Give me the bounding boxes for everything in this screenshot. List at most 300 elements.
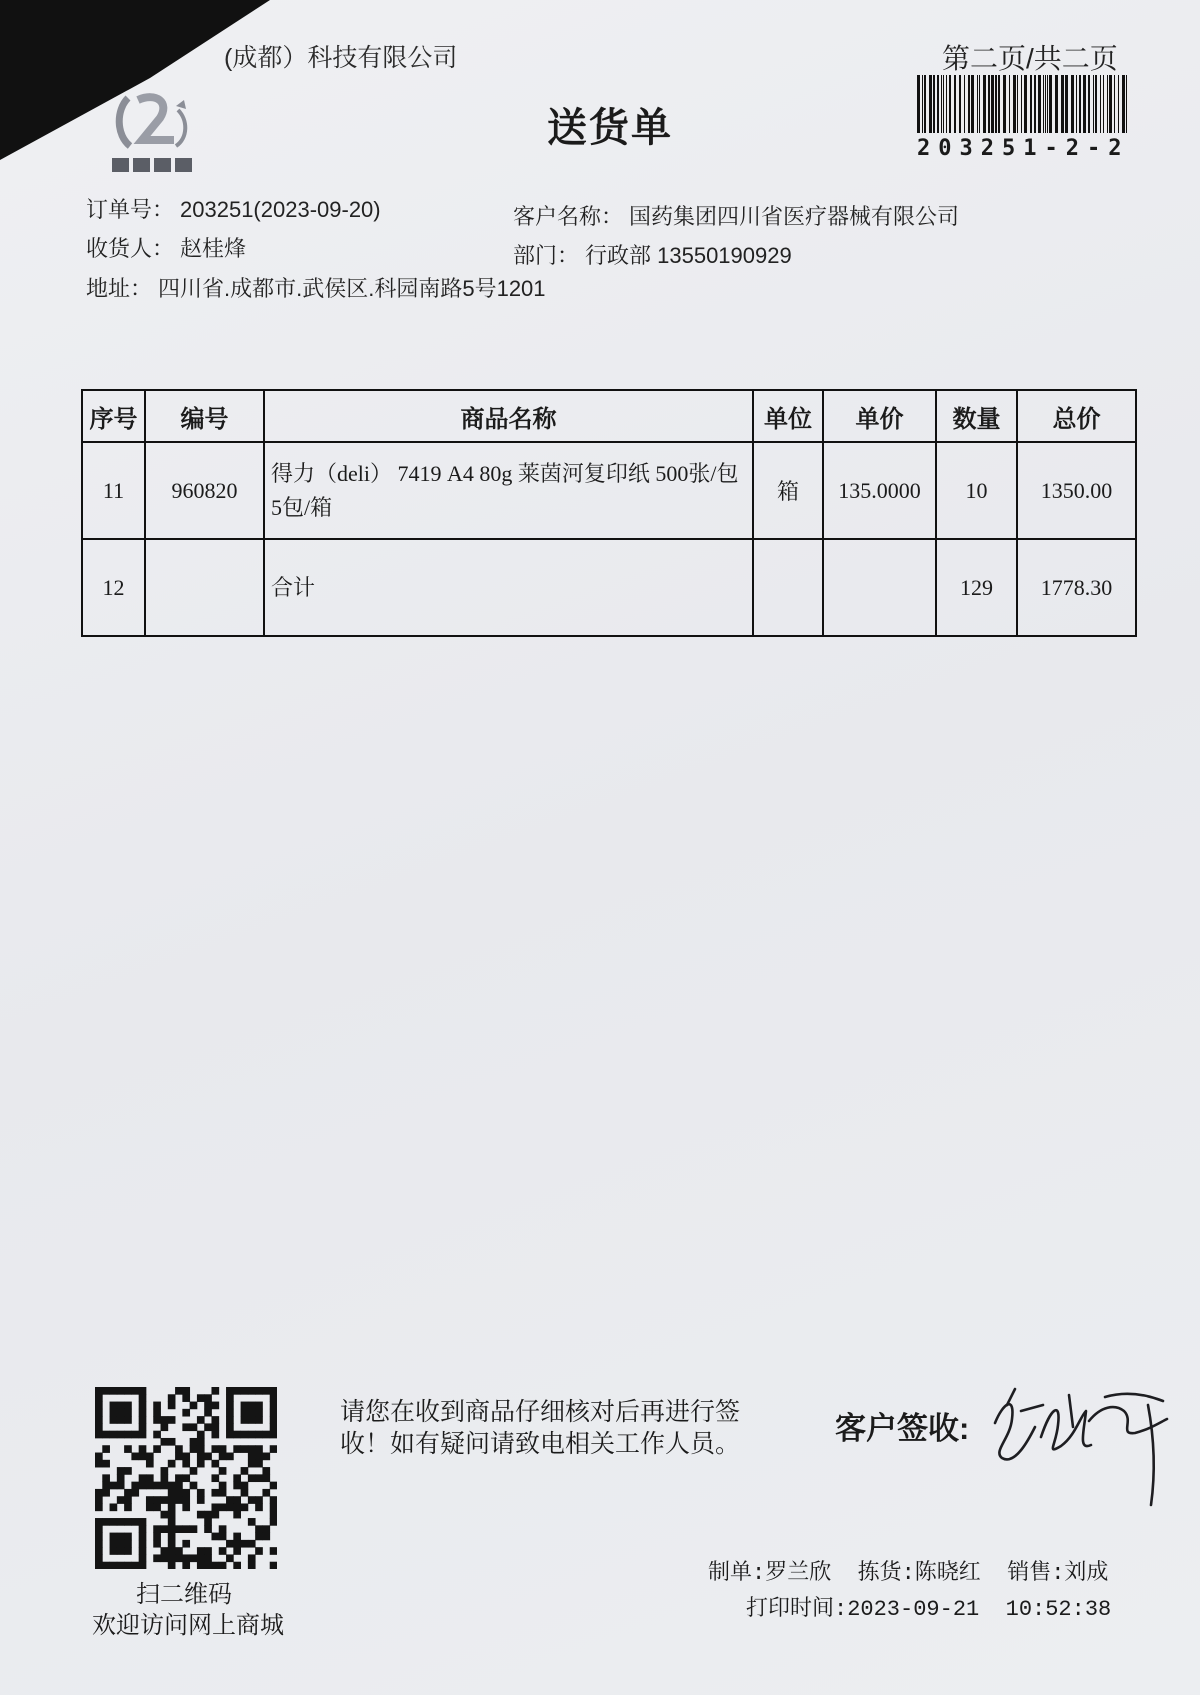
qr-module [168, 1540, 176, 1548]
qr-module [262, 1525, 270, 1533]
qr-module [241, 1402, 249, 1410]
qr-module [233, 1431, 241, 1439]
qr-module [161, 1554, 169, 1562]
qr-module [270, 1562, 277, 1569]
qr-module [241, 1482, 249, 1490]
qr-module [110, 1540, 118, 1548]
qr-module [139, 1474, 147, 1482]
qr-module [168, 1460, 176, 1468]
barcode-bar [946, 75, 947, 133]
barcode-bar [1003, 75, 1006, 133]
qr-module [262, 1431, 270, 1439]
qr-module [248, 1431, 256, 1439]
barcode-bar [1055, 75, 1058, 133]
qr-module [219, 1467, 227, 1475]
qr-module [211, 1460, 219, 1468]
cell-quantity: 10 [936, 442, 1017, 539]
address-value: 四川省.成都市.武侯区.科园南路5号1201 [158, 276, 546, 301]
qr-module [248, 1554, 256, 1562]
barcode-bar [1083, 75, 1086, 133]
qr-module [168, 1438, 176, 1446]
signature-stroke [1105, 1394, 1163, 1401]
qr-module [226, 1496, 234, 1504]
qr-module [211, 1533, 219, 1541]
customer-sign-label: 客户签收: [835, 1411, 970, 1446]
qr-module [270, 1416, 277, 1424]
qr-module [182, 1387, 190, 1395]
barcode-bar [1103, 75, 1104, 133]
qr-module [226, 1431, 234, 1439]
qr-module [153, 1503, 161, 1511]
qr-module [248, 1496, 256, 1504]
qr-module [139, 1409, 147, 1417]
qr-module [204, 1511, 212, 1519]
qr-module [197, 1554, 205, 1562]
header-code: 编号 [145, 390, 264, 442]
qr-caption-scan: 扫二维码 [136, 1582, 232, 1608]
qr-module [197, 1445, 205, 1453]
qr-module [139, 1482, 147, 1490]
address-label: 地址： [86, 276, 153, 301]
qr-module [255, 1503, 263, 1511]
cell-seq: 12 [82, 539, 145, 636]
qr-module [197, 1438, 205, 1446]
qr-module [102, 1431, 110, 1439]
qr-module [262, 1453, 270, 1461]
qr-module [139, 1554, 147, 1562]
qr-module [168, 1554, 176, 1562]
cell-seq: 11 [82, 442, 145, 539]
qr-module [248, 1387, 256, 1395]
qr-module [219, 1503, 227, 1511]
barcode-bar [954, 75, 956, 133]
qr-module [95, 1489, 103, 1497]
qr-module [139, 1547, 147, 1555]
qr-module [204, 1547, 212, 1555]
barcode-bar [1009, 75, 1010, 133]
qr-module [248, 1445, 256, 1453]
qr-module [226, 1409, 234, 1417]
qr-module [255, 1496, 263, 1504]
qr-module [226, 1416, 234, 1424]
qr-module [153, 1416, 161, 1424]
barcode-bar [1030, 75, 1032, 133]
qr-module [226, 1387, 234, 1395]
qr-module [262, 1387, 270, 1395]
qr-module [255, 1387, 263, 1395]
barcode-bar [1100, 75, 1101, 133]
barcode-bar [979, 75, 980, 133]
qr-module [226, 1503, 234, 1511]
qr-module [255, 1547, 263, 1555]
qr-module [197, 1394, 205, 1402]
signature-stroke [1007, 1389, 1015, 1405]
qr-module [153, 1402, 161, 1410]
qr-module [226, 1540, 234, 1548]
qr-module [95, 1416, 103, 1424]
qr-module [255, 1474, 263, 1482]
qr-module [182, 1562, 190, 1569]
qr-module [124, 1533, 132, 1541]
qr-module [175, 1453, 183, 1461]
barcode-bar [1114, 75, 1115, 133]
qr-module [124, 1496, 132, 1504]
qr-module [131, 1387, 139, 1395]
qr-module [197, 1489, 205, 1497]
qr-caption-mall: 欢迎访问网上商城 [92, 1613, 284, 1639]
barcode-bar [922, 75, 923, 133]
cell-code: 960820 [145, 442, 264, 539]
qr-module [102, 1474, 110, 1482]
qr-module [241, 1387, 249, 1395]
qr-module [102, 1518, 110, 1526]
signature-stroke [995, 1404, 1035, 1459]
qr-module [190, 1467, 198, 1475]
qr-module [197, 1416, 205, 1424]
qr-module [124, 1540, 132, 1548]
qr-module [204, 1423, 212, 1431]
qr-module [211, 1423, 219, 1431]
qr-module [146, 1496, 154, 1504]
qr-module [95, 1562, 103, 1569]
qr-module [248, 1402, 256, 1410]
receiver-row [86, 232, 246, 263]
qr-module [219, 1547, 227, 1555]
barcode-bar [933, 75, 935, 133]
qr-module [270, 1482, 277, 1490]
qr-module [197, 1547, 205, 1555]
qr-module [226, 1554, 234, 1562]
signature-stroke [1069, 1395, 1073, 1427]
department-value: 行政部 13550190929 [585, 243, 792, 268]
qr-module [168, 1518, 176, 1526]
qr-module [211, 1402, 219, 1410]
qr-module [102, 1482, 110, 1490]
barcode-bar [937, 75, 939, 133]
qr-module [270, 1503, 277, 1511]
qr-module [95, 1423, 103, 1431]
cell-product-name: 合计 [264, 539, 753, 636]
barcode-bar [977, 75, 978, 133]
department-label: 部门： [513, 243, 580, 268]
qr-module [168, 1489, 176, 1497]
address-row [86, 272, 546, 303]
qr-module [241, 1431, 249, 1439]
qr-module [255, 1402, 263, 1410]
qr-module [270, 1547, 277, 1555]
qr-module [233, 1562, 241, 1569]
barcode-bar [1021, 75, 1022, 133]
barcode-bar [1076, 75, 1077, 133]
barcode-bar [959, 75, 961, 133]
qr-module [197, 1453, 205, 1461]
barcode-bar [998, 75, 1000, 133]
header-quantity: 数量 [936, 390, 1017, 442]
qr-module [124, 1409, 132, 1417]
qr-module [153, 1431, 161, 1439]
qr-module [153, 1540, 161, 1548]
header-product-name: 商品名称 [264, 390, 753, 442]
qr-module [102, 1445, 110, 1453]
qr-module [190, 1438, 198, 1446]
print-time: 打印时间:2023-09-21 10:52:38 [746, 1597, 1112, 1622]
qr-module [124, 1503, 132, 1511]
qr-module [241, 1467, 249, 1475]
barcode-bar [1034, 75, 1036, 133]
qr-module [95, 1431, 103, 1439]
qr-code [95, 1387, 277, 1569]
qr-module [168, 1394, 176, 1402]
qr-module [190, 1445, 198, 1453]
qr-module [211, 1562, 219, 1569]
qr-module [226, 1402, 234, 1410]
qr-module [182, 1460, 190, 1468]
qr-module [204, 1409, 212, 1417]
qr-module [204, 1525, 212, 1533]
qr-module [270, 1423, 277, 1431]
barcode-number: 203251-2-2 [917, 136, 1130, 161]
qr-module [248, 1562, 256, 1569]
company-logo [108, 80, 200, 178]
qr-module [270, 1496, 277, 1504]
qr-module [168, 1562, 176, 1569]
qr-module [168, 1533, 176, 1541]
qr-module [270, 1511, 277, 1519]
table-row-summary [82, 539, 1136, 636]
qr-module [110, 1416, 118, 1424]
qr-module [102, 1387, 110, 1395]
qr-module [233, 1503, 241, 1511]
qr-module [124, 1489, 132, 1497]
barcode-bar [1017, 75, 1018, 133]
qr-module [182, 1503, 190, 1511]
qr-module [197, 1511, 205, 1519]
qr-module [255, 1525, 263, 1533]
qr-module [95, 1460, 103, 1468]
qr-module [182, 1474, 190, 1482]
qr-module [124, 1467, 132, 1475]
barcode-bar [1049, 75, 1052, 133]
qr-module [161, 1467, 169, 1475]
qr-module [262, 1467, 270, 1475]
qr-module [139, 1387, 147, 1395]
notice-text: 请您在收到商品仔细核对后再进行签收！如有疑问请致电相关工作人员。 [340, 1398, 741, 1458]
qr-module [131, 1562, 139, 1569]
barcode-bar [971, 75, 974, 133]
qr-module [175, 1554, 183, 1562]
barcode-bar [941, 75, 942, 133]
qr-module [190, 1482, 198, 1490]
qr-module [95, 1547, 103, 1555]
qr-module [182, 1453, 190, 1461]
qr-module [168, 1511, 176, 1519]
qr-module [204, 1518, 212, 1526]
qr-module [204, 1402, 212, 1410]
qr-module [124, 1387, 132, 1395]
qr-module [248, 1460, 256, 1468]
staff-info: 制单:罗兰欣 拣货:陈晓红 销售:刘成 [708, 1561, 1109, 1586]
qr-module [139, 1416, 147, 1424]
qr-module [211, 1445, 219, 1453]
qr-module [204, 1562, 212, 1569]
qr-module [226, 1394, 234, 1402]
qr-module [255, 1409, 263, 1417]
qr-module [153, 1554, 161, 1562]
qr-module [139, 1402, 147, 1410]
qr-module [153, 1409, 161, 1417]
qr-module [131, 1453, 139, 1461]
qr-module [139, 1423, 147, 1431]
qr-module [190, 1554, 198, 1562]
cell-code [145, 539, 264, 636]
qr-module [175, 1445, 183, 1453]
qr-module [211, 1503, 219, 1511]
qr-module [124, 1402, 132, 1410]
barcode-bar [968, 75, 970, 133]
qr-module [131, 1489, 139, 1497]
qr-module [270, 1518, 277, 1526]
qr-module [95, 1540, 103, 1548]
qr-module [255, 1431, 263, 1439]
qr-module [110, 1562, 118, 1569]
qr-module [95, 1402, 103, 1410]
table-header-row [82, 390, 1136, 442]
qr-module [124, 1445, 132, 1453]
qr-module [270, 1402, 277, 1410]
qr-module [211, 1431, 219, 1439]
qr-module [248, 1453, 256, 1461]
logo-mark-3 [154, 158, 171, 172]
qr-module [182, 1540, 190, 1548]
barcode-bar [988, 75, 990, 133]
qr-module [117, 1402, 125, 1410]
logo-mark-2 [133, 158, 150, 172]
qr-module [175, 1547, 183, 1555]
cell-unit [753, 539, 823, 636]
cell-unit-price: 135.0000 [823, 442, 936, 539]
qr-module [182, 1423, 190, 1431]
header-unit-price: 单价 [823, 390, 936, 442]
barcode-bar [964, 75, 965, 133]
qr-module [190, 1423, 198, 1431]
qr-module [226, 1423, 234, 1431]
department-row [513, 239, 792, 270]
qr-module [117, 1482, 125, 1490]
qr-module [110, 1409, 118, 1417]
qr-module [95, 1453, 103, 1461]
order-barcode [917, 75, 1129, 133]
qr-module [204, 1554, 212, 1562]
cell-quantity: 129 [936, 539, 1017, 636]
qr-module [95, 1525, 103, 1533]
qr-module [117, 1474, 125, 1482]
table-row [82, 442, 1136, 539]
qr-module [248, 1474, 256, 1482]
qr-module [146, 1503, 154, 1511]
qr-module [139, 1540, 147, 1548]
qr-module [233, 1496, 241, 1504]
qr-module [117, 1540, 125, 1548]
qr-module [233, 1482, 241, 1490]
qr-module [248, 1409, 256, 1417]
order-number-row [86, 193, 381, 224]
barcode-bar [929, 75, 932, 133]
qr-module [182, 1525, 190, 1533]
qr-module [248, 1518, 256, 1526]
qr-module [95, 1394, 103, 1402]
qr-module [211, 1511, 219, 1519]
receiver-value: 赵桂烽 [180, 236, 247, 261]
qr-module [131, 1518, 139, 1526]
barcode-bar [1038, 75, 1041, 133]
qr-module [175, 1482, 183, 1490]
qr-module [204, 1453, 212, 1461]
qr-module [219, 1525, 227, 1533]
barcode-bar [1095, 75, 1097, 133]
qr-module [219, 1562, 227, 1569]
header-unit: 单位 [753, 390, 823, 442]
barcode-bar [1118, 75, 1119, 133]
qr-module [262, 1489, 270, 1497]
qr-module [270, 1409, 277, 1417]
qr-module [182, 1394, 190, 1402]
qr-module [241, 1489, 249, 1497]
qr-module [110, 1533, 118, 1541]
qr-module [175, 1474, 183, 1482]
qr-module [197, 1460, 205, 1468]
barcode-bar [1079, 75, 1081, 133]
qr-module [110, 1482, 118, 1490]
qr-module [124, 1562, 132, 1569]
barcode-bar [1013, 75, 1016, 133]
qr-module [241, 1416, 249, 1424]
qr-module [146, 1460, 154, 1468]
barcode-bar [1024, 75, 1027, 133]
logo-two-shape [138, 97, 174, 140]
barcode-bar [943, 75, 944, 133]
qr-module [233, 1540, 241, 1548]
qr-module [175, 1387, 183, 1395]
signature-stroke [1089, 1407, 1167, 1433]
qr-module [233, 1547, 241, 1555]
customer-value: 国药集团四川省医疗器械有限公司 [629, 204, 960, 229]
qr-module [175, 1496, 183, 1504]
qr-module [117, 1387, 125, 1395]
signature-stroke [1148, 1405, 1154, 1505]
qr-module [270, 1394, 277, 1402]
qr-module [146, 1453, 154, 1461]
qr-module [95, 1518, 103, 1526]
qr-module [161, 1496, 169, 1504]
barcode-bar [1071, 75, 1074, 133]
qr-module [233, 1474, 241, 1482]
qr-module [226, 1453, 234, 1461]
qr-module [233, 1511, 241, 1519]
cell-total: 1350.00 [1017, 442, 1136, 539]
cell-product-name: 得力（deli） 7419 A4 80g 莱茵河复印纸 500张/包 5包/箱 [264, 442, 753, 539]
qr-module [161, 1416, 169, 1424]
order-number-label: 订单号： [86, 197, 175, 222]
signature-stroke [1021, 1405, 1043, 1411]
qr-module [161, 1482, 169, 1490]
qr-module [153, 1533, 161, 1541]
qr-module [197, 1496, 205, 1504]
qr-module [211, 1474, 219, 1482]
barcode-bar [991, 75, 994, 133]
barcode-bar [1045, 75, 1046, 133]
qr-module [168, 1547, 176, 1555]
barcode-bar [1065, 75, 1068, 133]
